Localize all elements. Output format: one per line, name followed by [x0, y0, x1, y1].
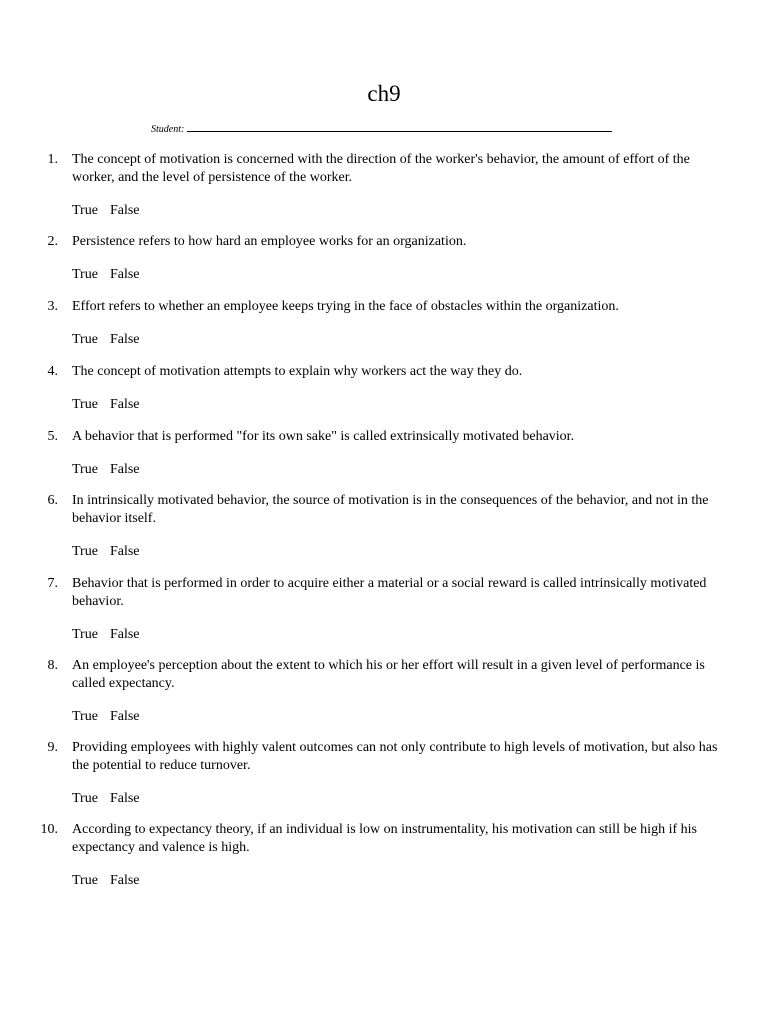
answer-options [72, 790, 768, 808]
answer-options [72, 202, 768, 220]
question-list [0, 151, 768, 903]
option-false[interactable]: False [109, 709, 140, 724]
question-text: A behavior that is performed "for its own sake" is called extrinsically motivated behavior. [72, 429, 575, 444]
student-name-blank[interactable] [187, 122, 612, 132]
option-true[interactable]: True [72, 267, 98, 282]
question-item [0, 298, 768, 363]
question-number: 2. [47, 234, 58, 249]
question-number: 10. [40, 822, 58, 837]
question-number: 1. [47, 152, 58, 167]
question-text: According to expectancy theory, if an individual is low on instrumentality, his motivation can still be high if his expectancy and valence is high. [72, 822, 697, 855]
option-true[interactable]: True [72, 873, 98, 888]
answer-options [72, 543, 768, 561]
question-number: 7. [47, 576, 58, 591]
option-true[interactable]: True [72, 791, 98, 806]
question-text: Effort refers to whether an employee keeps trying in the face of obstacles within the organization. [72, 299, 619, 314]
option-false[interactable]: False [109, 791, 140, 806]
option-false[interactable]: False [109, 544, 140, 559]
question-number: 8. [47, 658, 58, 673]
option-false[interactable]: False [109, 462, 140, 477]
answer-options [72, 331, 768, 349]
question-text: The concept of motivation attempts to explain why workers act the way they do. [72, 364, 523, 379]
question-text: In intrinsically motivated behavior, the source of motivation is in the consequences of the behavior, and not in the behavior itself. [72, 493, 709, 526]
student-label: Student: [151, 124, 185, 135]
question-text: Persistence refers to how hard an employee works for an organization. [72, 234, 467, 249]
student-name-line [151, 122, 612, 137]
question-text: An employee's perception about the extent to which his or her effort will result in a given level of performance is called expectancy. [72, 658, 705, 691]
option-true[interactable]: True [72, 627, 98, 642]
question-item [0, 821, 768, 903]
question-number: 4. [47, 364, 58, 379]
question-number: 3. [47, 299, 58, 314]
option-false[interactable]: False [109, 267, 140, 282]
answer-options [72, 708, 768, 726]
question-number: 6. [47, 493, 58, 508]
option-true[interactable]: True [72, 462, 98, 477]
question-number: 5. [47, 429, 58, 444]
answer-options [72, 626, 768, 644]
option-false[interactable]: False [109, 397, 140, 412]
question-item [0, 657, 768, 739]
answer-options [72, 461, 768, 479]
question-text: Providing employees with highly valent outcomes can not only contribute to high levels of motivation, but also has the potential to reduce turnover. [72, 740, 718, 773]
answer-options [72, 872, 768, 890]
question-item [0, 151, 768, 233]
option-true[interactable]: True [72, 544, 98, 559]
option-false[interactable]: False [109, 873, 140, 888]
answer-options [72, 266, 768, 284]
question-item [0, 739, 768, 821]
option-false[interactable]: False [109, 332, 140, 347]
option-true[interactable]: True [72, 397, 98, 412]
page-title: ch9 [367, 81, 401, 106]
question-number: 9. [47, 740, 58, 755]
option-true[interactable]: True [72, 709, 98, 724]
answer-options [72, 396, 768, 414]
option-true[interactable]: True [72, 332, 98, 347]
question-item [0, 428, 768, 492]
question-item [0, 575, 768, 657]
question-item [0, 363, 768, 428]
question-text: The concept of motivation is concerned with the direction of the worker's behavior, the amount of effort of the worker, and the level of persistence of the worker. [72, 152, 690, 185]
option-false[interactable]: False [109, 203, 140, 218]
question-text: Behavior that is performed in order to acquire either a material or a social reward is called intrinsically motivated behavior. [72, 576, 707, 609]
option-false[interactable]: False [109, 627, 140, 642]
question-item [0, 492, 768, 575]
option-true[interactable]: True [72, 203, 98, 218]
question-item [0, 233, 768, 298]
